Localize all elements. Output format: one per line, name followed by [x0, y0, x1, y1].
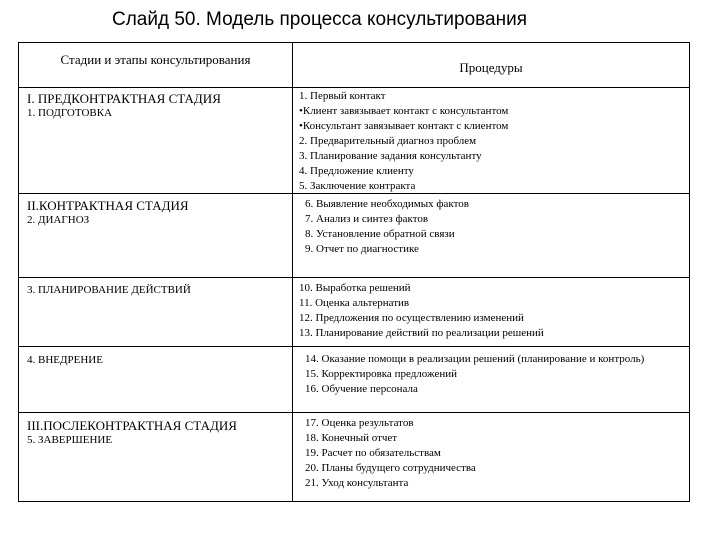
row-divider	[19, 277, 689, 278]
table-row-procedures-3	[299, 281, 684, 341]
procedure-item: 19. Расчет по обязательствам	[305, 447, 441, 459]
table-row-stage-5	[27, 418, 287, 448]
procedure-item: 8. Установление обратной связи	[305, 228, 455, 240]
table-row-stage-1	[27, 91, 287, 121]
table-row-stage-2	[27, 198, 287, 228]
procedure-item: 11. Оценка альтернатив	[299, 297, 410, 309]
procedure-item: 1. Первый контакт	[299, 90, 386, 102]
header-divider	[19, 87, 689, 88]
procedure-item: 3. Планирование задания консультанту	[299, 150, 482, 162]
step-name: 5. ЗАВЕРШЕНИЕ	[27, 434, 113, 446]
table-row-procedures-5	[305, 416, 683, 491]
row-divider	[19, 193, 689, 194]
procedure-item: 7. Анализ и синтез фактов	[305, 213, 429, 225]
procedure-item: 21. Уход консультанта	[305, 477, 409, 489]
procedure-item: 2. Предварительный диагноз проблем	[299, 135, 477, 147]
row-divider	[19, 412, 689, 413]
procedure-item: 17. Оценка результатов	[305, 417, 414, 429]
procedure-item: 15. Корректировка предложений	[305, 368, 458, 380]
procedure-item: 12. Предложения по осуществлению изменений	[299, 312, 524, 324]
procedure-item: 14. Оказание помощи в реализации решений (планирование и контроль)	[305, 353, 645, 365]
table-row-procedures-4	[305, 352, 683, 397]
header-stages: Стадии и этапы консультирования	[60, 52, 251, 67]
row-divider	[19, 346, 689, 347]
stage-name: II.КОНТРАКТНАЯ СТАДИЯ	[27, 198, 189, 213]
procedure-item: •Консультант завязывает контакт с клиентом	[299, 120, 509, 132]
stage-name: III.ПОСЛЕКОНТРАКТНАЯ СТАДИЯ	[27, 418, 237, 433]
step-name: 1. ПОДГОТОВКА	[27, 107, 113, 119]
procedure-item: 20. Планы будущего сотрудничества	[305, 462, 476, 474]
procedure-item: 9. Отчет по диагностике	[305, 243, 419, 255]
slide-title: Слайд 50. Модель процесса консультирования	[112, 9, 527, 30]
process-table	[18, 42, 690, 502]
procedure-item: 6. Выявление необходимых фактов	[305, 198, 469, 210]
header-procedures: Процедуры	[459, 60, 523, 75]
procedure-item: 13. Планирование действий по реализации решений	[299, 327, 544, 339]
table-row-procedures-1	[299, 89, 684, 194]
procedure-item: 5. Заключение контракта	[299, 180, 416, 192]
step-name: 2. ДИАГНОЗ	[27, 214, 90, 226]
procedure-item: •Клиент завязывает контакт с консультантом	[299, 105, 509, 117]
column-divider	[292, 43, 293, 501]
stage-name: I. ПРЕДКОНТРАКТНАЯ СТАДИЯ	[27, 91, 221, 106]
procedure-item: 10. Выработка решений	[299, 282, 411, 294]
procedure-item: 4. Предложение клиенту	[299, 165, 414, 177]
table-row-stage-3	[27, 283, 287, 298]
procedure-item: 18. Конечный отчет	[305, 432, 398, 444]
table-row-stage-4	[27, 353, 287, 368]
table-row-procedures-2	[299, 197, 684, 257]
step-name: 3. ПЛАНИРОВАНИЕ ДЕЙСТВИЙ	[27, 284, 191, 296]
step-name: 4. ВНЕДРЕНИЕ	[27, 354, 103, 366]
procedure-item: 16. Обучение персонала	[305, 383, 418, 395]
